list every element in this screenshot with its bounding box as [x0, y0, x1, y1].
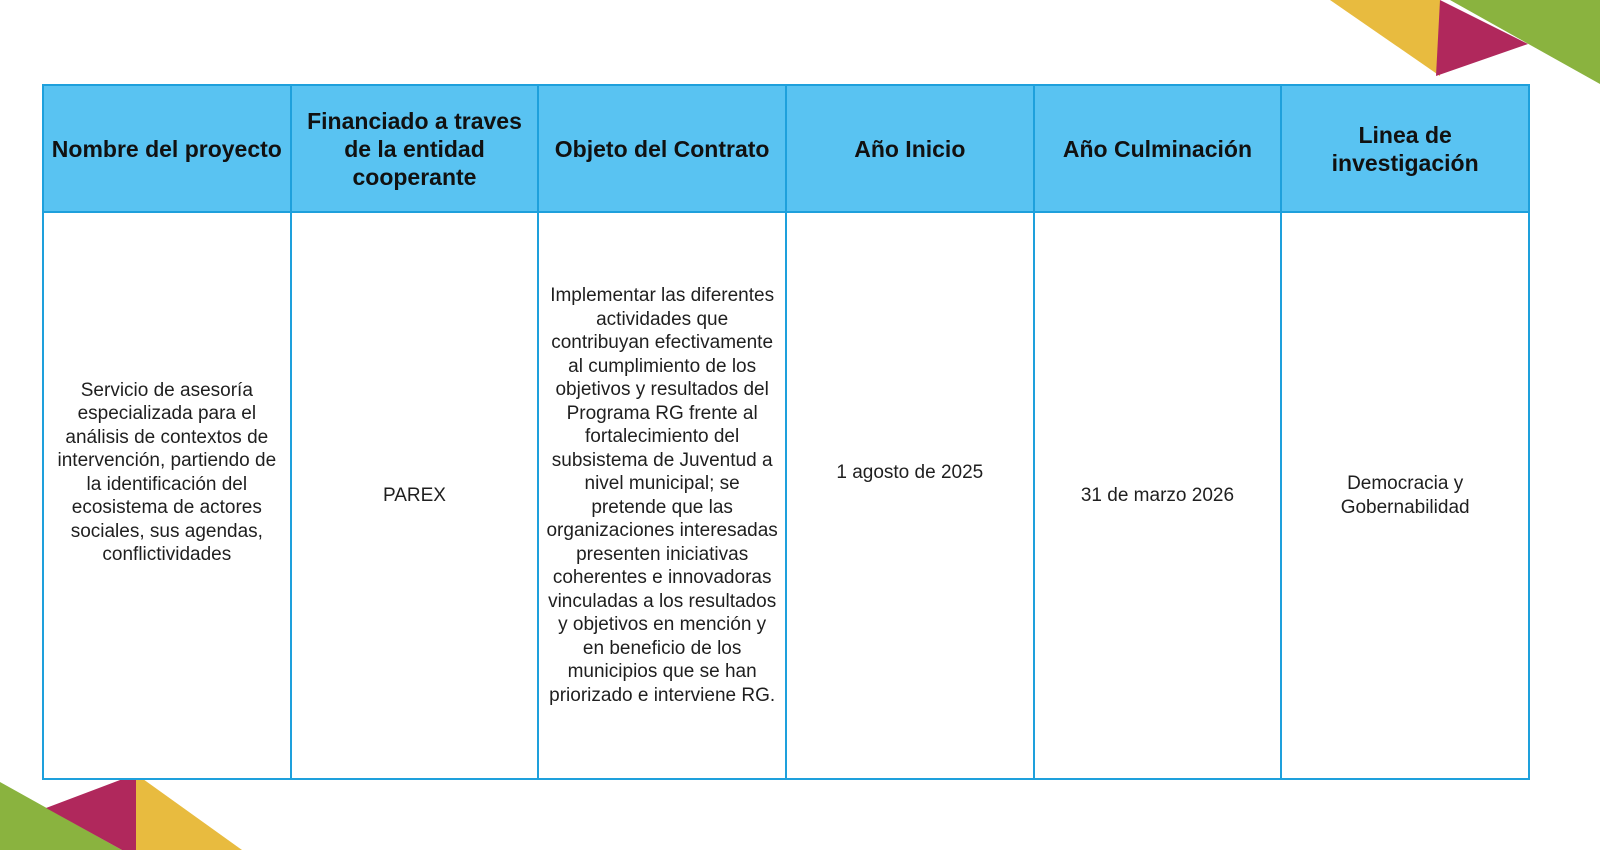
table-row — [43, 212, 1529, 779]
projects-table-container — [42, 84, 1530, 780]
header-ano-inicio: Año Inicio — [786, 85, 1034, 212]
cell-financiado — [291, 212, 539, 779]
cell-nombre-del-proyecto-text: Servicio de asesoría especializada para el análisis de contextos de intervención, partiendo de la identificación del ecosistema de actores sociales, sus agendas, conflictividades — [57, 379, 277, 565]
top-right-yellow-triangle — [1330, 0, 1440, 76]
header-ano-culminacion: Año Culminación — [1034, 85, 1282, 212]
cell-objeto-del-contrato — [538, 212, 786, 779]
header-nombre-del-proyecto: Nombre del proyecto — [43, 85, 291, 212]
cell-ano-inicio — [786, 212, 1034, 779]
header-objeto-del-contrato: Objeto del Contrato — [538, 85, 786, 212]
header-financiado: Financiado a traves de la entidad cooperante — [291, 85, 539, 212]
cell-ano-culminacion-text: 31 de marzo 2026 — [1080, 484, 1235, 506]
cell-nombre-del-proyecto — [43, 212, 291, 779]
cell-linea-de-investigacion — [1281, 212, 1529, 779]
top-right-green-triangle — [1450, 0, 1600, 84]
cell-linea-de-investigacion-text: Democracia y Gobernabilidad — [1340, 473, 1470, 518]
cell-ano-culminacion — [1034, 212, 1282, 779]
cell-financiado-text: PAREX — [382, 484, 446, 506]
bottom-left-magenta-triangle — [46, 774, 136, 850]
projects-table — [42, 84, 1530, 780]
top-right-magenta-triangle — [1436, 0, 1528, 76]
bottom-left-green-triangle — [0, 782, 122, 850]
cell-objeto-del-contrato-text: Implementar las diferentes actividades que contribuyan efectivamente al cumplimiento de los objetivos y resultados del Programa RG frente al fortalecimiento del subsistema de Juventud a nivel municipal; se pretende que las organizaciones interesadas presenten iniciativas coherentes e innovadoras vinculadas a los resultados y objetivos en mención y en beneficio de los municipios que se han priorizado e interviene RG. — [546, 285, 778, 706]
bottom-left-yellow-triangle — [136, 774, 242, 850]
cell-ano-inicio-text: 1 agosto de 2025 — [836, 461, 984, 483]
header-linea-de-investigacion: Linea de investigación — [1281, 85, 1529, 212]
table-header-row — [43, 85, 1529, 212]
